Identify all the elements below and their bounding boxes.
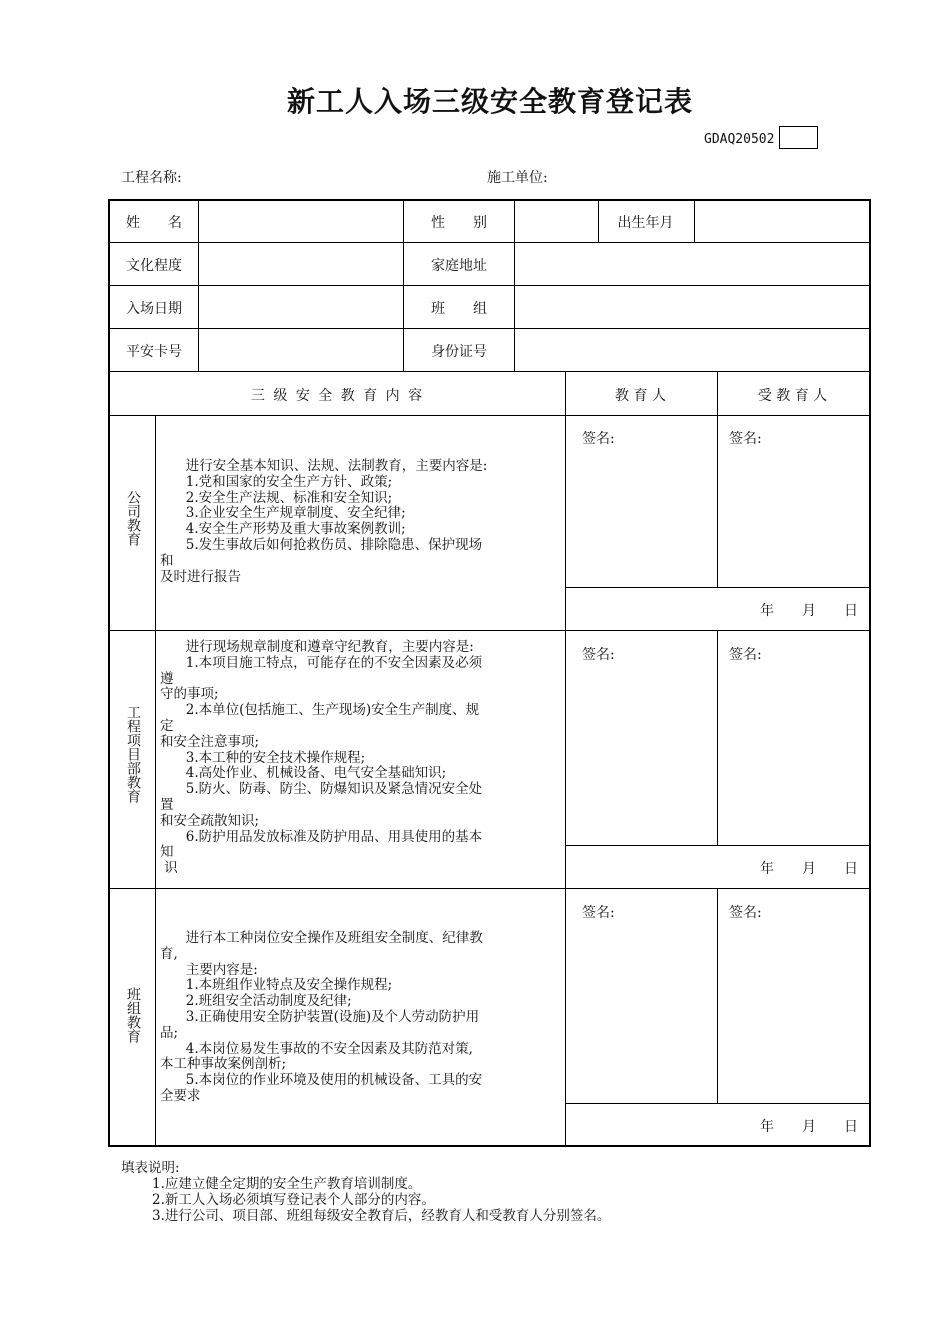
id-value-cell[interactable] bbox=[515, 330, 868, 372]
construction-unit-label: 施工单位: bbox=[487, 170, 548, 186]
team-educatee-sign[interactable]: 签名: bbox=[729, 905, 762, 921]
birth-label: 出生年月 bbox=[617, 214, 674, 231]
entry-date-label: 入场日期 bbox=[126, 301, 182, 317]
project-name-label: 工程名称: bbox=[121, 170, 182, 186]
note-item: 2.新工人入场必须填写登记表个人部分的内容。 bbox=[152, 1192, 435, 1208]
educatee-header: 受 教 育 人 bbox=[757, 387, 828, 404]
page-title: 新工人入场三级安全教育登记表 bbox=[286, 85, 693, 118]
team-date[interactable]: 年 月 日 bbox=[760, 1119, 858, 1135]
company-educatee-sign[interactable]: 签名: bbox=[729, 431, 762, 447]
team-education-content: 进行本工种岗位安全操作及班组安全制度、纪律教 育, 主要内容是: 1.本班组作业特点及安全操作规程; 2.班组安全活动制度及纪律; 3.正确使用安全防护装置(设施)及个人劳动防护用 品; 4.本岗位易发生事故的不安全因素及其防范对策, 本工种事故案例剖析; 5.本岗位的作业环境及使用的机械设备、工具的安 全要求 bbox=[160, 930, 483, 1104]
name-value-cell[interactable] bbox=[199, 201, 403, 242]
safety-card-label: 平安卡号 bbox=[126, 344, 182, 360]
note-item: 3.进行公司、项目部、班组每级安全教育后，经教育人和受教育人分别签名。 bbox=[152, 1208, 611, 1224]
address-label: 家庭地址 bbox=[431, 258, 487, 274]
team-label: 班 组 bbox=[431, 301, 487, 317]
note-item: 1.应建立健全定期的安全生产教育培训制度。 bbox=[152, 1176, 422, 1192]
company-date[interactable]: 年 月 日 bbox=[760, 603, 858, 619]
id-label: 身份证号 bbox=[431, 344, 487, 360]
form-notes bbox=[121, 1160, 610, 1224]
content-header: 三 级 安 全 教 育 内 容 bbox=[250, 387, 423, 404]
form-code-box[interactable] bbox=[779, 126, 818, 149]
project-educator-sign[interactable]: 签名: bbox=[582, 647, 615, 663]
education-label: 文化程度 bbox=[126, 258, 182, 274]
notes-heading: 填表说明: bbox=[121, 1160, 180, 1176]
education-value-cell[interactable] bbox=[199, 244, 403, 286]
project-education-label: 工程项目部教育 bbox=[125, 705, 141, 803]
safety-card-value-cell[interactable] bbox=[199, 330, 403, 372]
team-educator-sign[interactable]: 签名: bbox=[582, 905, 615, 921]
gender-label: 性 别 bbox=[431, 214, 487, 231]
company-educator-sign[interactable]: 签名: bbox=[582, 431, 615, 447]
company-education-label: 公司教育 bbox=[125, 490, 141, 546]
project-educatee-sign[interactable]: 签名: bbox=[729, 647, 762, 663]
name-label: 姓 名 bbox=[126, 214, 182, 231]
team-education-label: 班组教育 bbox=[125, 987, 141, 1043]
birth-value-cell[interactable] bbox=[695, 201, 868, 242]
educator-header: 教 育 人 bbox=[615, 387, 666, 404]
project-education-content: 进行现场规章制度和遵章守纪教育，主要内容是: 1.本项目施工特点，可能存在的不安全因素及必须 遵 守的事项; 2.本单位(包括施工、生产现场)安全生产制度、规 定 和安全注意事项; 3.本工种的安全技术操作规程; 4.高处作业、机械设备、电气安全基础知识; 5.防火、防毒、防尘、防爆知识及紧急情况安全处 置 和安全疏散知识; 6.防护用品发放标准及防护用品、用具使用的基本 知 识 bbox=[160, 639, 483, 877]
project-date[interactable]: 年 月 日 bbox=[760, 861, 858, 877]
form-code: GDAQ20502 bbox=[704, 132, 775, 147]
company-education-content: 进行安全基本知识、法规、法制教育，主要内容是: 1.党和国家的安全生产方针、政策; 2.安全生产法规、标准和安全知识; 3.企业安全生产规章制度、安全纪律; 4.安全生产形势及重大事故案例教训; 5.发生事故后如何抢救伤员、排除隐患、保护现场 和 及时进行报告 bbox=[160, 458, 488, 585]
gender-value-cell[interactable] bbox=[515, 201, 598, 242]
entry-date-value-cell[interactable] bbox=[199, 287, 403, 329]
address-value-cell[interactable] bbox=[515, 244, 868, 286]
team-value-cell[interactable] bbox=[515, 287, 868, 329]
